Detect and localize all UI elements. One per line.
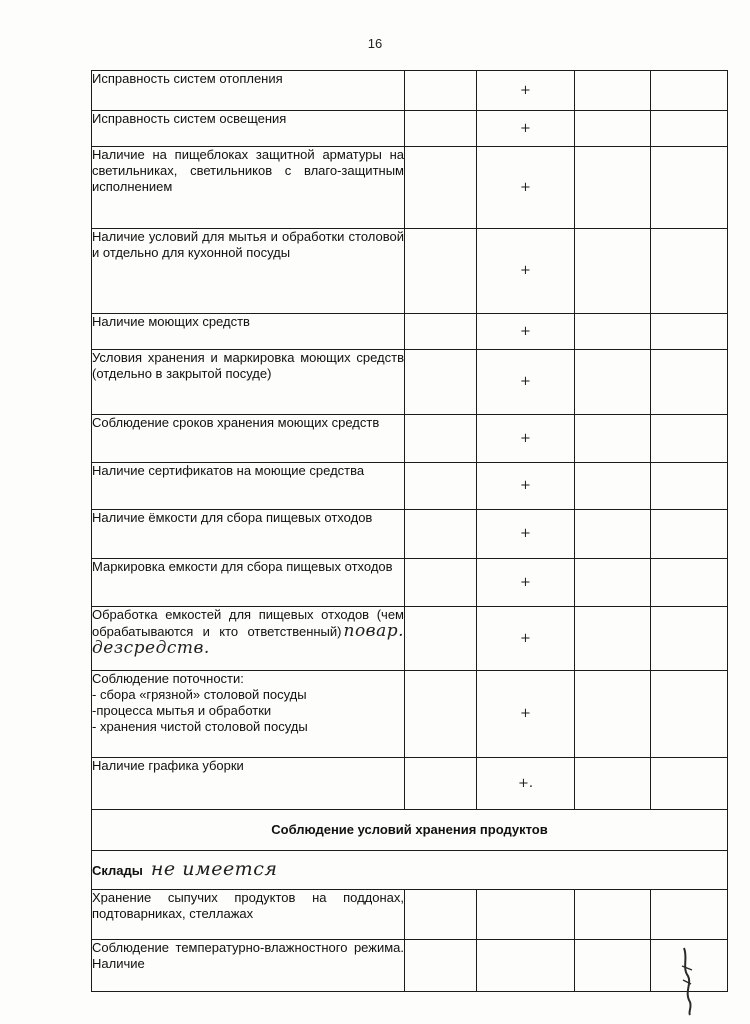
empty-cell — [405, 890, 477, 940]
requirement-label — [92, 71, 405, 111]
requirement-label — [92, 463, 405, 510]
checklist-row — [92, 890, 728, 940]
check-mark: + — [477, 671, 575, 758]
requirement-label — [92, 111, 405, 147]
empty-cell — [405, 940, 477, 992]
requirement-text: - хранения чистой столовой посуды — [92, 719, 308, 734]
checklist-row — [92, 111, 728, 147]
empty-cell — [575, 890, 651, 940]
empty-cell — [651, 559, 728, 607]
section-heading-row — [92, 810, 728, 851]
check-mark: + — [477, 607, 575, 671]
requirement-text: -процесса мытья и обработки — [92, 703, 272, 718]
checklist-row — [92, 314, 728, 350]
warehouses-row — [92, 851, 728, 890]
checklist-row — [92, 559, 728, 607]
empty-cell — [405, 510, 477, 559]
empty-cell — [651, 111, 728, 147]
empty-cell — [651, 229, 728, 314]
check-mark — [477, 940, 575, 992]
checklist-row — [92, 147, 728, 229]
checklist-body — [92, 71, 728, 992]
empty-cell — [575, 71, 651, 111]
checklist-row — [92, 758, 728, 810]
empty-cell — [405, 111, 477, 147]
requirement-text: Маркировка емкости для сбора пищевых отходов — [92, 559, 393, 574]
requirement-label — [92, 940, 405, 992]
requirement-label — [92, 758, 405, 810]
check-mark: + — [477, 229, 575, 314]
check-mark: + — [477, 111, 575, 147]
requirement-text: Наличие графика уборки — [92, 758, 244, 773]
requirement-label — [92, 671, 405, 758]
requirement-label — [92, 415, 405, 463]
empty-cell — [575, 758, 651, 810]
empty-cell — [405, 229, 477, 314]
warehouses-cell — [92, 851, 728, 890]
checklist-row — [92, 350, 728, 415]
empty-cell — [575, 559, 651, 607]
requirement-text: Наличие ёмкости для сбора пищевых отходов — [92, 510, 373, 525]
empty-cell — [575, 314, 651, 350]
requirement-label — [92, 147, 405, 229]
empty-cell — [575, 350, 651, 415]
empty-cell — [575, 607, 651, 671]
checklist-row — [92, 671, 728, 758]
requirement-text: Соблюдение сроков хранения моющих средств — [92, 415, 380, 430]
empty-cell — [651, 463, 728, 510]
empty-cell — [651, 607, 728, 671]
empty-cell — [575, 147, 651, 229]
empty-cell — [651, 671, 728, 758]
empty-cell — [575, 229, 651, 314]
check-mark: + — [477, 559, 575, 607]
empty-cell — [405, 350, 477, 415]
requirement-label — [92, 229, 405, 314]
handwritten-note: не имеется — [150, 858, 278, 880]
requirement-label — [92, 890, 405, 940]
empty-cell — [405, 607, 477, 671]
requirement-text: Наличие на пищеблоках защитной арматуры на светильниках, светильников с влаго-защитным исполнением — [92, 147, 404, 194]
empty-cell — [575, 510, 651, 559]
empty-cell — [405, 415, 477, 463]
requirement-text: Соблюдение поточности: — [92, 671, 244, 686]
requirement-text: Наличие сертификатов на моющие средства — [92, 463, 365, 478]
checklist-row — [92, 415, 728, 463]
empty-cell — [575, 940, 651, 992]
requirement-text: Условия хранения и маркировка моющих средств (отдельно в закрытой посуде) — [92, 350, 404, 381]
empty-cell — [405, 314, 477, 350]
check-mark: + — [477, 350, 575, 415]
empty-cell — [651, 758, 728, 810]
requirement-label — [92, 314, 405, 350]
check-mark: + — [477, 147, 575, 229]
check-mark: + — [477, 71, 575, 111]
section-heading: Соблюдение условий хранения продуктов — [92, 810, 728, 851]
empty-cell — [651, 350, 728, 415]
empty-cell — [651, 415, 728, 463]
check-mark: + — [477, 510, 575, 559]
empty-cell — [405, 758, 477, 810]
checklist-row — [92, 607, 728, 671]
check-mark: + — [477, 415, 575, 463]
check-mark: + — [477, 463, 575, 510]
empty-cell — [575, 111, 651, 147]
requirement-text: Обработка емкостей для пищевых отходов (чем обрабатываются и кто ответственный) — [92, 607, 404, 639]
requirement-text: Соблюдение температурно-влажностного режима. Наличие — [92, 940, 404, 971]
empty-cell — [405, 463, 477, 510]
empty-cell — [575, 671, 651, 758]
empty-cell — [405, 559, 477, 607]
empty-cell — [651, 71, 728, 111]
checklist-row — [92, 229, 728, 314]
requirement-text: Исправность систем отопления — [92, 71, 283, 86]
empty-cell — [405, 147, 477, 229]
requirement-text: Хранение сыпучих продуктов на поддонах, подтоварниках, стеллажах — [92, 890, 404, 921]
empty-cell — [651, 890, 728, 940]
handwritten-note: повар. дезсредств. — [92, 621, 404, 658]
checklist-row — [92, 510, 728, 559]
checklist-table — [91, 70, 728, 992]
empty-cell — [651, 147, 728, 229]
requirement-text: Исправность систем освещения — [92, 111, 287, 126]
page-number: 16 — [367, 36, 383, 51]
requirement-text: - сбора «грязной» столовой посуды — [92, 687, 307, 702]
requirement-text: Наличие моющих средств — [92, 314, 250, 329]
check-mark: + — [477, 314, 575, 350]
empty-cell — [651, 510, 728, 559]
warehouses-label: Склады — [92, 863, 143, 878]
requirement-label — [92, 510, 405, 559]
checklist-row — [92, 463, 728, 510]
checklist-row — [92, 940, 728, 992]
requirement-label — [92, 607, 405, 671]
signature-mark — [674, 946, 702, 1016]
empty-cell — [575, 463, 651, 510]
empty-cell — [405, 671, 477, 758]
requirement-text: Наличие условий для мытья и обработки столовой и отдельно для кухонной посуды — [92, 229, 404, 260]
check-mark — [477, 890, 575, 940]
requirement-label — [92, 559, 405, 607]
empty-cell — [405, 71, 477, 111]
empty-cell — [651, 314, 728, 350]
check-mark: +. — [477, 758, 575, 810]
checklist-row — [92, 71, 728, 111]
requirement-label — [92, 350, 405, 415]
empty-cell — [575, 415, 651, 463]
